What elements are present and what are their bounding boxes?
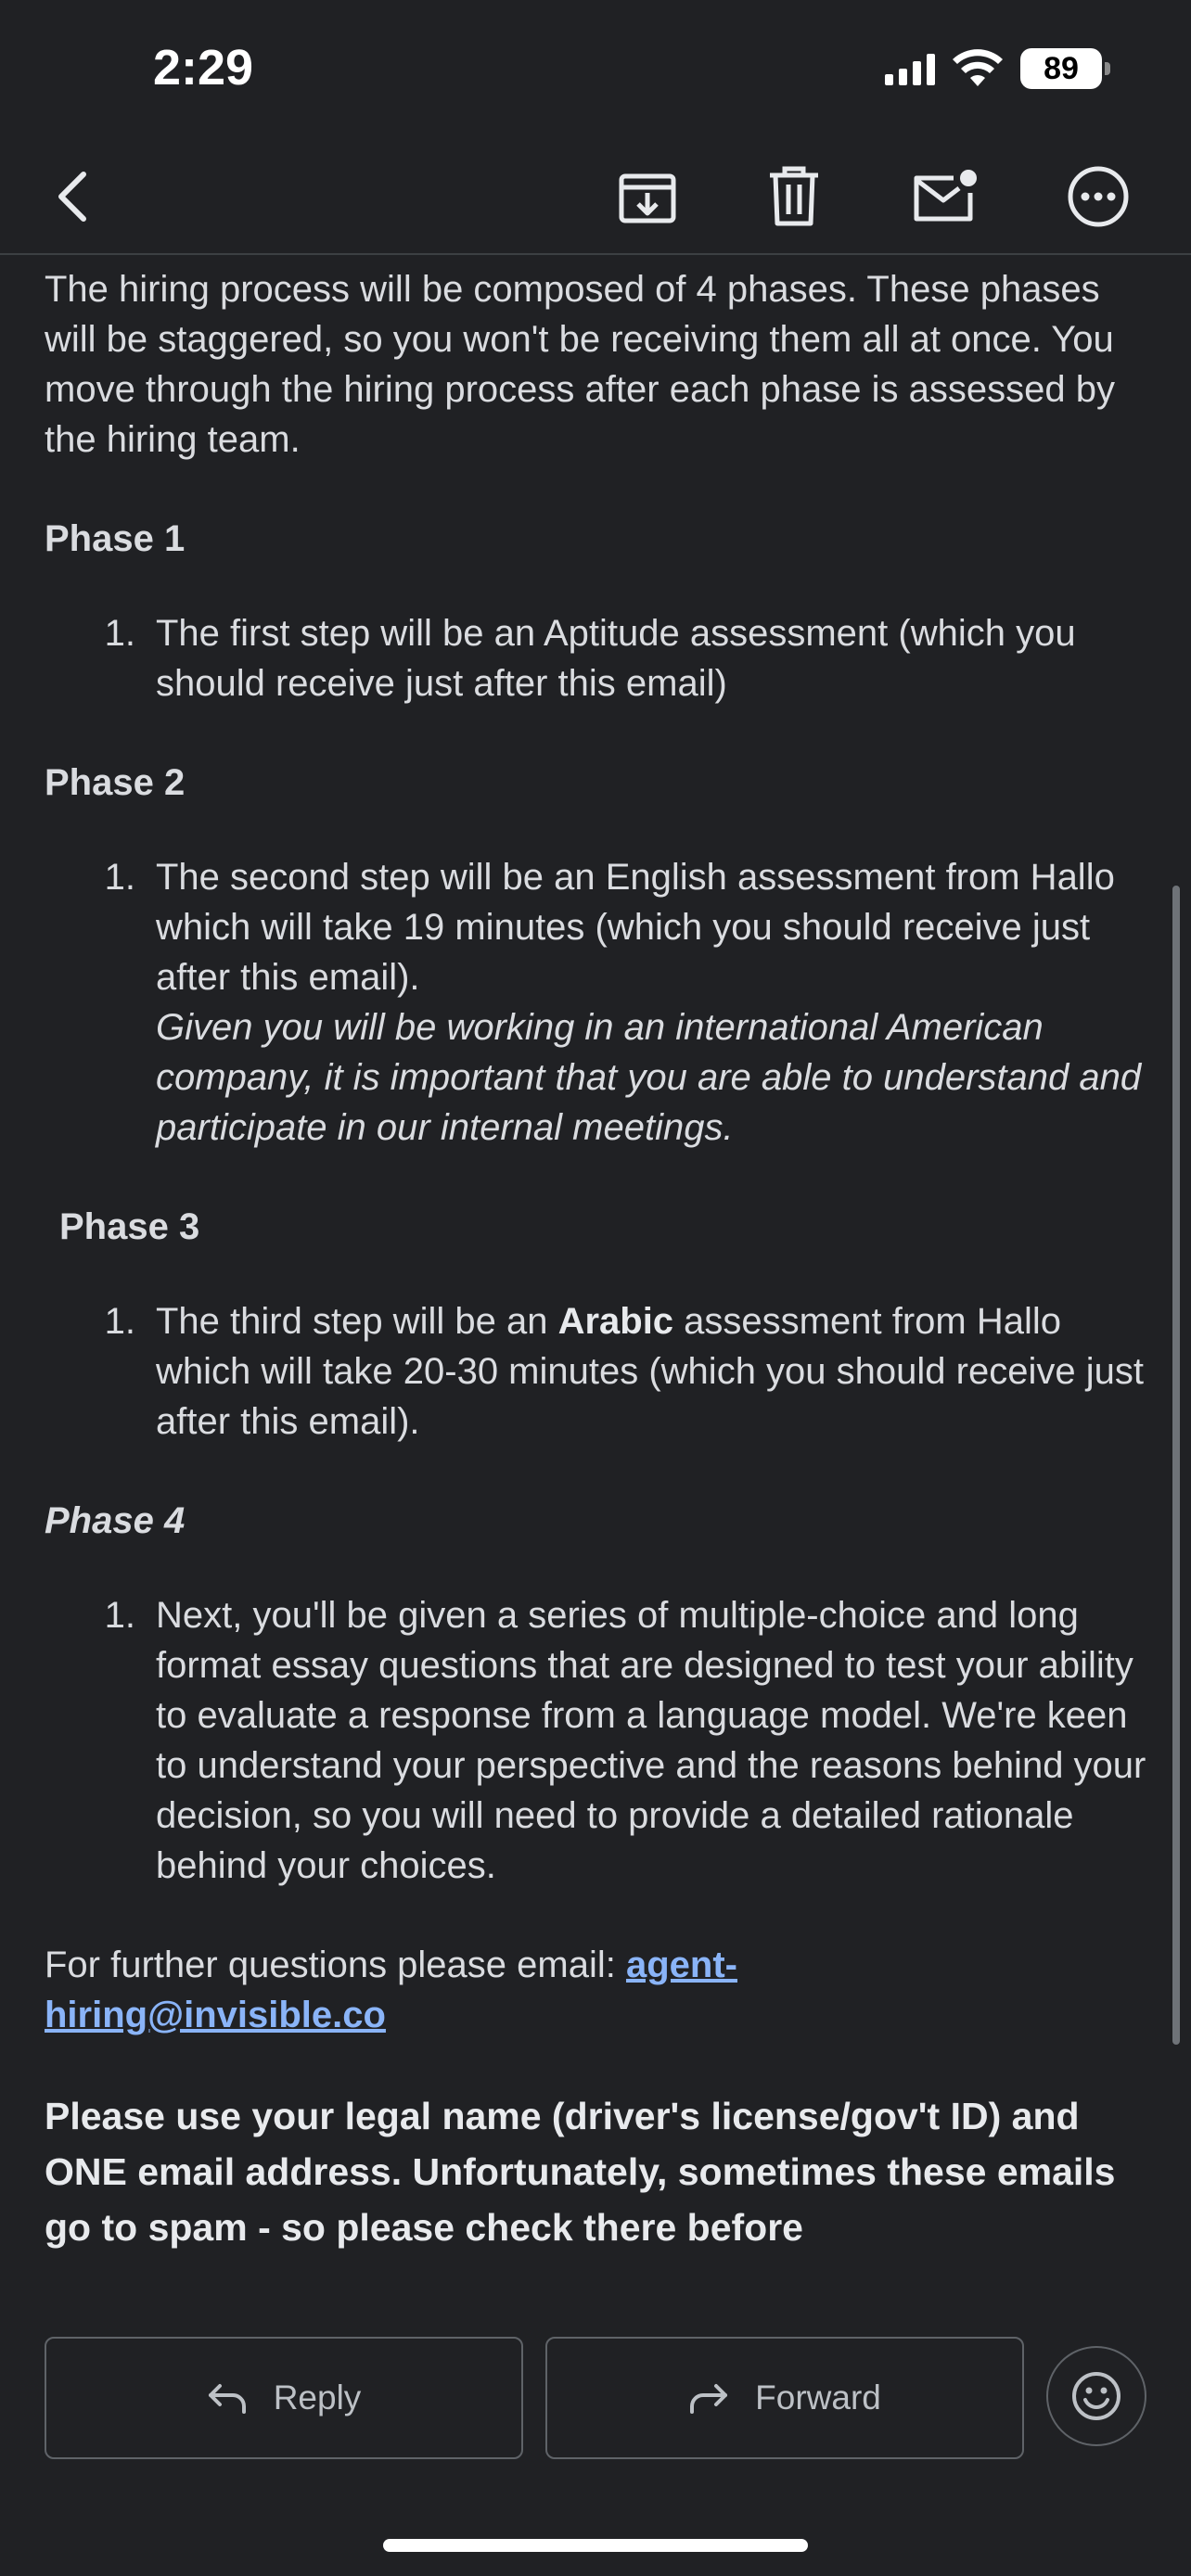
smiley-icon [1070, 2370, 1122, 2422]
archive-button[interactable] [610, 159, 685, 234]
trash-icon [768, 166, 820, 227]
phase-4-title: Phase 4 [45, 1500, 186, 1541]
back-button[interactable] [35, 159, 109, 234]
email-toolbar [0, 139, 1191, 255]
status-bar [0, 0, 1191, 139]
contact-email-link-part1[interactable]: agent- [625, 1945, 737, 1985]
battery-icon [1020, 48, 1102, 89]
phase-3-title: Phase 3 [59, 1206, 200, 1247]
forward-button[interactable] [545, 2337, 1024, 2459]
more-options-button[interactable] [1061, 159, 1135, 234]
archive-icon [618, 167, 677, 226]
phase-2-title: Phase 2 [45, 762, 186, 803]
phase-1-text: The first step will be an Aptitude assessment (which you should receive just after this email) [156, 613, 1076, 704]
list-item [45, 1590, 1154, 1891]
phase-4-text: Next, you'll be given a series of multiple-choice and long format essay questions that are designed to test your ability to evaluate a response from a language model. We're keen to understand your perspective and the reasons behind your decision, so you will need to provide a detailed rationale behind your choices. [156, 1595, 1146, 1886]
list-number: 1. [104, 613, 135, 654]
reply-icon [207, 2382, 248, 2414]
home-indicator[interactable] [383, 2539, 808, 2552]
phase-3-language: Arabic [557, 1301, 674, 1342]
phase-1-title: Phase 1 [45, 518, 186, 559]
forward-label: Forward [755, 2378, 881, 2417]
emoji-reaction-button[interactable] [1046, 2346, 1146, 2446]
list-number: 1. [104, 1595, 135, 1636]
mark-unread-icon [911, 169, 978, 224]
delete-button[interactable] [757, 159, 831, 234]
mark-unread-button[interactable] [907, 159, 981, 234]
phase-3-content [156, 1296, 1154, 1447]
list-number: 1. [104, 1301, 135, 1342]
contact-line [45, 1940, 1154, 2040]
more-icon [1067, 165, 1130, 228]
phase-2-content [156, 852, 1154, 1153]
notice-paragraph: Please use your legal name (driver's license/gov't ID) and ONE email address. Unfortunately, sometimes these emails go to spam - so please check there before [45, 2095, 1116, 2249]
reply-button[interactable] [45, 2337, 523, 2459]
action-bar [0, 2290, 1191, 2485]
list-item [45, 608, 1154, 708]
phase-3-text-after: assessment from Hallo which will take 20-30 minutes (which you should receive just after this email). [156, 1301, 1144, 1442]
reply-label: Reply [273, 2378, 362, 2417]
contact-prefix: For further questions please email: [45, 1945, 626, 1985]
back-icon [52, 169, 93, 224]
list-number: 1. [104, 857, 135, 898]
cellular-signal-icon [885, 52, 935, 85]
phase-2-note: Given you will be working in an international American company, it is important that you are able to understand and participate in our internal meetings. [156, 1007, 1142, 1148]
contact-email-link-part2[interactable]: hiring@invisible.co [45, 1995, 386, 2035]
status-time: 2:29 [153, 40, 254, 96]
battery-level: 89 [1044, 50, 1079, 86]
forward-icon [688, 2382, 729, 2414]
scrollbar[interactable] [1172, 886, 1180, 2045]
status-indicators [885, 48, 1102, 89]
phase-2-text: The second step will be an English assessment from Hallo which will take 19 minutes (which you should receive just after this email). [156, 857, 1115, 998]
list-item [45, 1296, 1154, 1447]
phase-3-text-before: The third step will be an [156, 1301, 558, 1342]
email-body [45, 264, 1154, 2255]
list-item [45, 852, 1154, 1153]
wifi-icon [952, 49, 1004, 88]
intro-paragraph: The hiring process will be composed of 4 phases. These phases will be staggered, so you won't be receiving them all at once. You move through the hiring process after each phase is assessed by the hiring team. [45, 269, 1115, 460]
